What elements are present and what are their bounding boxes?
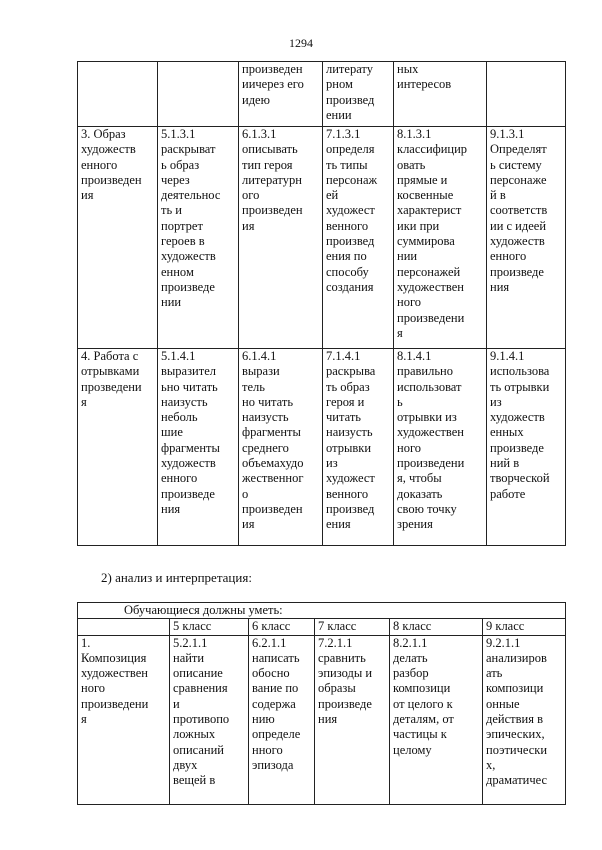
cell-text-line: наизусть [242, 410, 289, 425]
grade-header-cell: 9 класс [483, 619, 566, 635]
table-row [78, 635, 566, 804]
cell-text-line: художеств [490, 234, 545, 249]
cell-text-line: енного [161, 471, 198, 486]
cell-text-line: 9.2.1.1 [486, 635, 521, 650]
table-cell [394, 127, 487, 349]
objectives-table-2 [77, 602, 566, 805]
cell-text-line: произведе [318, 696, 372, 711]
cell-text-line: 8.1.3.1 [397, 127, 432, 141]
cell-text-line: работе [490, 486, 526, 501]
page-number: 1294 [289, 36, 313, 50]
cell-text-line: эпизоды и [318, 666, 373, 681]
cell-text-line: я, чтобы [397, 471, 442, 486]
cell-text-line: но читать [242, 394, 294, 409]
cell-text-line: я [81, 394, 87, 409]
cell-text-line: читать [326, 410, 361, 425]
grade-header-row [78, 619, 566, 635]
cell-text-line: ложных [173, 727, 216, 742]
cell-text-line: нию [252, 712, 275, 727]
cell-text-line: енном [161, 264, 194, 279]
cell-text-line: произвед [326, 501, 375, 516]
cell-text-line: произведен [242, 203, 303, 218]
cell-text-line: деталям, от [393, 712, 454, 727]
cell-text-line: произведен [81, 172, 142, 187]
cell-text-line: делать [393, 650, 428, 665]
cell-text-line: я [397, 325, 403, 340]
table-cell [487, 349, 566, 546]
objectives-table-1 [77, 61, 566, 546]
cell-text-line: создания [326, 279, 374, 294]
cell-text-line: произведени [81, 696, 149, 711]
cell-text-line: ики при [397, 218, 440, 233]
cell-text-line: образы [318, 681, 356, 696]
cell-text-line: содержа [252, 696, 296, 711]
cell-text-line: 5.2.1.1 [173, 635, 208, 650]
cell-text-line: творческой [490, 471, 550, 486]
table-cell [483, 635, 566, 804]
table-cell [78, 349, 158, 546]
cell-text-line: отрывки [326, 440, 372, 455]
cell-text-line: частицы к [393, 727, 447, 742]
cell-text-line: доказать [397, 486, 443, 501]
grade-header-cell: 8 класс [390, 619, 483, 635]
cell-text-line: венного [326, 486, 369, 501]
cell-text-line: художеств [490, 410, 545, 425]
cell-text-line: енного [81, 157, 118, 172]
cell-text-line: обосно [252, 666, 290, 681]
table-cell [158, 349, 239, 546]
table-header-text: Обучающиеся должны уметь: [124, 603, 283, 617]
cell-text-line: действия в [486, 712, 543, 727]
cell-text-line: отрывками [81, 364, 140, 379]
table-cell [239, 349, 323, 546]
cell-text-line: свою точку [397, 501, 457, 516]
cell-text-line: ении [326, 107, 352, 122]
cell-text-line: суммирова [397, 234, 455, 249]
cell-text-line: целому [393, 742, 432, 757]
cell-text-line: ть отрывки [490, 379, 550, 394]
table-cell [394, 62, 487, 127]
cell-text-line: художеств [161, 249, 216, 264]
cell-text-line: через [161, 172, 190, 187]
cell-text-line: описание [173, 666, 223, 681]
cell-text-line: объемахудо [242, 456, 304, 471]
cell-text-line: правильно [397, 364, 453, 379]
cell-text-line: сравнения [173, 681, 228, 696]
cell-text-line: неболь [161, 410, 198, 425]
cell-text-line: Определят [490, 142, 547, 157]
cell-text-line: жественног [242, 471, 304, 486]
cell-text-line: способу [326, 264, 369, 279]
cell-text-line: литературн [242, 172, 302, 187]
table-row [78, 127, 566, 349]
cell-text-line: ного [397, 295, 422, 310]
cell-text-line: среднего [242, 440, 289, 455]
cell-text-line: произведе [161, 279, 215, 294]
cell-text-line: й в [490, 188, 506, 203]
cell-text-line: 7.2.1.1 [318, 635, 353, 650]
cell-text-line: 6.1.4.1 [242, 349, 277, 363]
cell-text-line: раскрыва [326, 364, 376, 379]
cell-text-line: художествен [397, 425, 464, 440]
table-header [78, 603, 566, 619]
table-cell [249, 635, 315, 804]
cell-text-line: 4. Работа с [81, 349, 139, 363]
cell-text-line: художеств [81, 142, 136, 157]
cell-text-line: 9.1.4.1 [490, 349, 525, 363]
cell-text-line: героев в [161, 234, 205, 249]
table-cell [78, 635, 170, 804]
cell-text-line: фрагменты [242, 425, 301, 440]
cell-text-line: ть образ [326, 379, 370, 394]
cell-text-line: тип героя [242, 157, 293, 172]
cell-text-line: написать [252, 650, 300, 665]
cell-text-line: персонаже [490, 172, 547, 187]
section-subtitle: 2) анализ и интерпретация: [101, 570, 252, 585]
cell-text-line: двух [173, 757, 198, 772]
cell-text-line: противопо [173, 712, 230, 727]
cell-text-line: и [173, 696, 180, 711]
table-cell [390, 635, 483, 804]
cell-text-line: найти [173, 650, 205, 665]
cell-text-line: произвед [326, 234, 375, 249]
cell-text-line: выразител [161, 364, 216, 379]
cell-text-line: определя [326, 142, 375, 157]
cell-text-line: рном [326, 77, 353, 92]
cell-text-line: ния [318, 712, 338, 727]
cell-text-line: нного [252, 742, 283, 757]
table-row [78, 62, 566, 127]
cell-text-line: поэтически [486, 742, 548, 757]
grade-header-cell: 5 класс [170, 619, 249, 635]
cell-text-line: художест [326, 471, 375, 486]
table-cell [394, 349, 487, 546]
cell-text-line: произведе [490, 440, 544, 455]
cell-text-line: персонажей [397, 264, 461, 279]
cell-text-line: фрагменты [161, 440, 220, 455]
cell-text-line: ь образ [161, 157, 200, 172]
table-cell [239, 127, 323, 349]
table-cell [170, 635, 249, 804]
cell-text-line: 8.2.1.1 [393, 635, 428, 650]
cell-text-line: произведен [242, 501, 303, 516]
cell-text-line: ать [486, 666, 503, 681]
cell-text-line: 5.1.3.1 [161, 127, 196, 141]
cell-text-line: драматичес [486, 773, 548, 788]
cell-text-line: 8.1.4.1 [397, 349, 432, 363]
cell-text-line: ь систему [490, 157, 542, 172]
cell-text-line: художествен [81, 666, 148, 681]
cell-text-line: эпических, [486, 727, 545, 742]
cell-text-line: наизусть [161, 394, 208, 409]
cell-text-line: ния [161, 501, 181, 516]
cell-text-line: классифицир [397, 142, 468, 157]
cell-text-line: 9.1.3.1 [490, 127, 525, 141]
table-cell [239, 62, 323, 127]
cell-text-line: деятельнос [161, 188, 221, 203]
cell-text-line: ия [242, 517, 255, 532]
cell-text-line: сравнить [318, 650, 366, 665]
cell-text-line: енных [490, 425, 524, 440]
cell-text-line: 6.2.1.1 [252, 635, 287, 650]
cell-text-line: соответств [490, 203, 548, 218]
cell-text-line: ния [490, 279, 510, 294]
cell-text-line: венного [326, 218, 369, 233]
cell-text-line: ть типы [326, 157, 368, 172]
cell-text-line: ь [397, 394, 403, 409]
cell-text-line: персонаж [326, 172, 378, 187]
cell-text-line: нии [397, 249, 418, 264]
cell-text-line: 5.1.4.1 [161, 349, 196, 363]
cell-text-line: я [81, 712, 87, 727]
cell-text-line: эпизода [252, 757, 294, 772]
cell-text-line: ьно читать [161, 379, 218, 394]
cell-text-line: косвенные [397, 188, 454, 203]
cell-text-line: тель [242, 379, 265, 394]
cell-text-line: определе [252, 727, 301, 742]
cell-text-line: из [490, 394, 502, 409]
cell-text-line: произведени [397, 456, 465, 471]
cell-text-line: ия [242, 218, 255, 233]
cell-text-line: енного [490, 249, 527, 264]
cell-text-line: 3. Образ [81, 127, 126, 141]
table-cell [78, 62, 158, 127]
cell-text-line: отрывки из [397, 410, 457, 425]
cell-text-line: 7.1.4.1 [326, 349, 361, 363]
cell-text-line: прозведени [81, 379, 142, 394]
cell-text-line: использоват [397, 379, 462, 394]
cell-text-line: анализиров [486, 650, 547, 665]
cell-text-line: описывать [242, 142, 298, 157]
cell-text-line: литерату [326, 62, 373, 76]
cell-text-line: произвед [326, 92, 375, 107]
cell-text-line: художест [326, 203, 375, 218]
cell-text-line: ного [81, 681, 106, 696]
cell-text-line: описаний [173, 742, 224, 757]
cell-text-line: 6.1.3.1 [242, 127, 277, 141]
table-row [78, 349, 566, 546]
table-cell [323, 349, 394, 546]
table-cell [487, 127, 566, 349]
table-cell [315, 635, 390, 804]
table-cell [78, 127, 158, 349]
cell-text-line: ения по [326, 249, 367, 264]
cell-text-line: идею [242, 92, 270, 107]
grade-header-cell: 6 класс [249, 619, 315, 635]
cell-text-line: ения [326, 517, 351, 532]
cell-text-line: художествен [397, 279, 464, 294]
cell-text-line: вырази [242, 364, 280, 379]
table-cell [158, 62, 239, 127]
table-cell [323, 127, 394, 349]
cell-text-line: интересов [397, 77, 452, 92]
cell-text-line: разбор [393, 666, 429, 681]
table-cell [487, 62, 566, 127]
cell-text-line: из [326, 456, 338, 471]
cell-text-line: ных [397, 62, 419, 76]
cell-text-line: шие [161, 425, 183, 440]
cell-text-line: ного [397, 440, 422, 455]
cell-text-line: героя и [326, 394, 365, 409]
cell-text-line: произведен [242, 62, 303, 76]
cell-text-line: 1. [81, 635, 91, 650]
cell-text-line: раскрыват [161, 142, 216, 157]
cell-text-line: произведени [397, 310, 465, 325]
grade-header-cell: 7 класс [315, 619, 390, 635]
cell-text-line: х, [486, 757, 496, 772]
grade-header-cell [78, 619, 170, 635]
cell-text-line: использова [490, 364, 550, 379]
cell-text-line: овать [397, 157, 426, 172]
cell-text-line: портрет [161, 218, 203, 233]
cell-text-line: прямые и [397, 172, 448, 187]
cell-text-line: ть и [161, 203, 182, 218]
cell-text-line: композици [393, 681, 451, 696]
cell-text-line: художеств [161, 456, 216, 471]
cell-text-line: ей [326, 188, 339, 203]
cell-text-line: ний в [490, 456, 520, 471]
cell-text-line: иичерез его [242, 77, 304, 92]
cell-text-line: наизусть [326, 425, 373, 440]
cell-text-line: ии с идеей [490, 218, 547, 233]
cell-text-line: о [242, 486, 249, 501]
cell-text-line: зрения [397, 517, 433, 532]
cell-text-line: от целого к [393, 696, 453, 711]
cell-text-line: ого [242, 188, 260, 203]
table-cell [158, 127, 239, 349]
cell-text-line: произведе [490, 264, 544, 279]
cell-text-line: произведе [161, 486, 215, 501]
cell-text-line: нии [161, 295, 182, 310]
cell-text-line: композици [486, 681, 544, 696]
cell-text-line: вещей в [173, 773, 216, 788]
cell-text-line: онные [486, 696, 520, 711]
table-cell [323, 62, 394, 127]
cell-text-line: ия [81, 188, 94, 203]
cell-text-line: 7.1.3.1 [326, 127, 361, 141]
cell-text-line: Композиция [81, 650, 147, 665]
cell-text-line: вание по [252, 681, 299, 696]
cell-text-line: характерист [397, 203, 462, 218]
